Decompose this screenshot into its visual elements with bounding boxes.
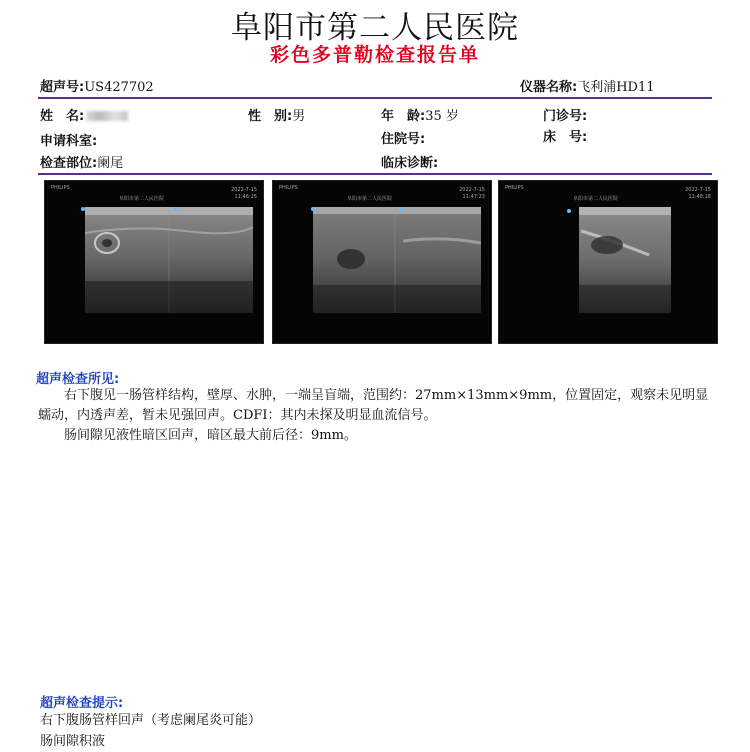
ultrasound-scan-1	[45, 181, 263, 343]
outpatient-row	[543, 105, 587, 124]
ultrasound-scan-2	[273, 181, 491, 343]
scanner-hospital: 阜阳市第二人民医院	[119, 196, 165, 202]
scan-time: 11:48:18	[688, 194, 711, 200]
inpatient-label: 住院号:	[381, 132, 426, 147]
scanner-brand: PHILIPS	[505, 185, 524, 191]
ultrasound-no-value: US427702	[84, 80, 154, 95]
scanner-brand: PHILIPS	[279, 185, 298, 191]
findings-title: 超声检查所见:	[36, 372, 120, 387]
outpatient-label: 门诊号:	[543, 109, 588, 124]
exam-site-label: 检查部位:	[40, 156, 98, 171]
scan-timestamp	[685, 187, 711, 201]
findings-body	[38, 386, 714, 446]
name-label: 姓 名:	[40, 109, 85, 124]
sex-value: 男	[292, 109, 306, 124]
header-divider	[38, 97, 712, 99]
age-value: 35 岁	[425, 109, 459, 124]
instrument-label: 仪器名称:	[520, 80, 578, 95]
info-divider	[38, 173, 712, 175]
ultrasound-image-2	[272, 180, 492, 344]
ultrasound-no-row	[40, 76, 154, 95]
conclusion-line: 右下腹肠管样回声（考虑阑尾炎可能）	[40, 713, 262, 728]
scan-date: 2022-7-15	[231, 187, 257, 193]
ultrasound-no-label: 超声号:	[40, 80, 85, 95]
scanner-hospital: 阜阳市第二人民医院	[573, 196, 619, 202]
name-row	[40, 105, 128, 124]
scan-date: 2022-7-15	[685, 187, 711, 193]
department-row	[40, 130, 97, 149]
scan-time: 11:47:23	[462, 194, 485, 200]
scan-timestamp	[459, 187, 485, 201]
redacted-name	[86, 111, 128, 121]
instrument-value: 飞利浦HD11	[577, 80, 655, 95]
clinical-dx-row	[381, 152, 438, 171]
ultrasound-image-3	[498, 180, 718, 344]
scan-time: 11:46:25	[234, 194, 257, 200]
department-label: 申请科室:	[40, 134, 98, 149]
sex-row	[248, 105, 305, 124]
clinical-dx-label: 临床诊断:	[381, 156, 439, 171]
exam-site-row	[40, 152, 123, 171]
findings-paragraph: 右下腹见一肠管样结构，壁厚、水肿，一端呈盲端，范围约：27mm×13mm×9mm，位置固定，观察未见明显蠕动，内透声差，暂未见强回声。CDFI：其内未探及明显血流信号。	[38, 388, 709, 423]
scan-date: 2022-7-15	[459, 187, 485, 193]
conclusion-line: 肠间隙积液	[40, 734, 106, 749]
age-row	[381, 105, 459, 124]
bed-row	[543, 126, 587, 145]
instrument-row	[520, 76, 655, 95]
scanner-brand: PHILIPS	[51, 185, 70, 191]
age-label: 年 龄:	[381, 109, 426, 124]
exam-site-value: 阑尾	[97, 156, 124, 171]
hospital-name: 阜阳市第二人民医院	[231, 10, 519, 46]
sex-label: 性 别:	[248, 109, 293, 124]
conclusion-title: 超声检查提示:	[40, 696, 124, 711]
report-title: 彩色多普勒检查报告单	[269, 44, 480, 66]
ultrasound-image-1	[44, 180, 264, 344]
scanner-hospital: 阜阳市第二人民医院	[347, 196, 393, 202]
bed-label: 床 号:	[543, 130, 588, 145]
findings-paragraph: 肠间隙见液性暗区回声，暗区最大前后径：9mm。	[64, 428, 357, 443]
ultrasound-scan-3	[499, 181, 717, 343]
inpatient-row	[381, 128, 425, 147]
scan-timestamp	[231, 187, 257, 201]
